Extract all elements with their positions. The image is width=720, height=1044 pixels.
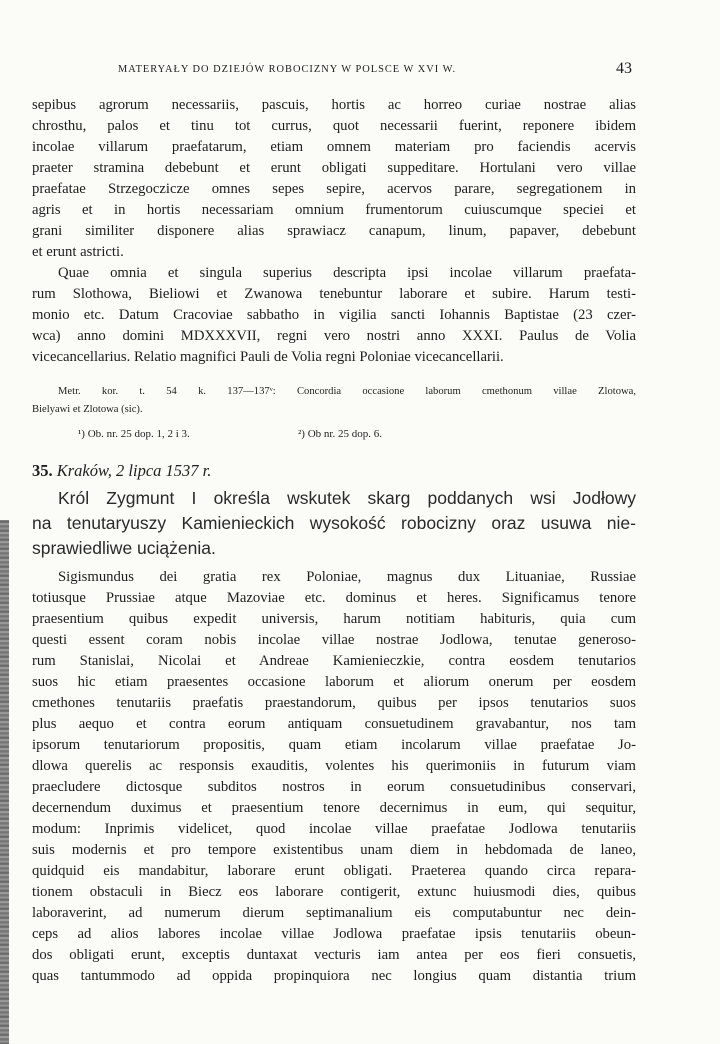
text-line: plus aequo et contra eorum antiquam consuetudinem gravabantur, nos tam (32, 716, 636, 732)
document-number: 35. (32, 461, 53, 480)
document-regest (32, 486, 636, 561)
text-line: dlowa querelis ac responsis exauditis, volentes his querimoniis in futurum viam (32, 758, 636, 774)
text-line: praecludere dictosque subditos nostros in eorum consuetudinibus conservari, (32, 779, 636, 795)
running-title: MATERYAŁY DO DZIEJÓW ROBOCIZNY W POLSCE W XVI W. (118, 64, 457, 75)
text-line: tionem obstaculi in Biecz eos laborare contigerit, extunc huiusmodi dies, quibus (32, 884, 636, 900)
footnote-2: ²) Ob nr. 25 dop. 6. (298, 428, 382, 440)
text-line: ipsorum tenutariorum propositis, quam etiam incolarum villae praefatae Jo- (32, 737, 636, 753)
paragraph-closing (32, 263, 636, 368)
footnote-1: ¹) Ob. nr. 25 dop. 1, 2 i 3. (78, 428, 190, 440)
running-head (32, 62, 636, 82)
regest-line: Król Zygmunt I określa wskutek skarg poddanych wsi Jodłowy (58, 488, 636, 508)
text-line: suis modernis et pro tempore existentibus unam diem in hebdomada de laneo, (32, 842, 636, 858)
text-line: incolae villarum praefatarum, etiam omnem materiam pro faciendis acervis (32, 139, 636, 155)
text-line: rum Stanislai, Nicolai et Andreae Kamienieczkie, contra eosdem tenutarios (32, 653, 636, 669)
text-line: ceps ad alios labores incolae villae Jodlowa praefatae ipsis tenutariis obeun- (32, 926, 636, 942)
text-line: quidquid eis mandabitur, laborare erunt obligati. Praeterea quando circa repara- (32, 863, 636, 879)
text-line: totiusque Prussiae atque Mazoviae etc. dominus et heres. Significamus tenore (32, 590, 636, 606)
text-line: praefatae Strzegoczicze omnes sepes sepire, acervos parare, segregationem in (32, 181, 636, 197)
text-line: wca) anno domini MDXXXVII, regni vero nostri anno XXXI. Paulus de Volia (32, 328, 636, 344)
text-line: agris et in hortis necessariam omnium frumentorum cuiuscumque speciei et (32, 202, 636, 218)
text-line: chrosthu, palos et tinu tot currus, quot necessarii fuerint, reponere ibidem (32, 118, 636, 134)
text-line: Sigismundus dei gratia rex Poloniae, magnus dux Lituaniae, Russiae (58, 569, 636, 585)
text-line: rum Slothowa, Bieliowi et Zwanowa tenebuntur laborare et subire. Harum testi- (32, 286, 636, 302)
page-number: 43 (616, 60, 632, 77)
text-line: praeter stramina debebunt et erunt obligati suppeditare. Hortulani vero villae (32, 160, 636, 176)
text-line: laboraverint, ad numerum dierum septimanalium eis computabuntur nec dein- (32, 905, 636, 921)
text-line: monio etc. Datum Cracoviae sabbatho in vigilia sancti Iohannis Baptistae (23 czer- (32, 307, 636, 323)
scan-edge-artifact (0, 520, 9, 1044)
source-note (32, 383, 636, 419)
text-line: vicecancellarius. Relatio magnifici Pauli de Volia regni Poloniae vicecancellarii. (32, 349, 504, 365)
text-line: et erunt astricti. (32, 244, 124, 260)
text-line: quas tantummodo ad oppida propinquiora nec longius quam distantia trium (32, 968, 636, 984)
regest-line: na tenutaryuszy Kamienieckich wysokość robocizny oraz usuwa nie- (32, 513, 636, 533)
regest-line: sprawiedliwe uciążenia. (32, 538, 216, 558)
document-heading (32, 461, 211, 481)
text-line: sepibus agrorum necessariis, pascuis, hortis ac horreo curiae nostrae alias (32, 97, 636, 113)
note-line: Bielyawi et Zlotowa (sic). (32, 404, 143, 415)
text-line: grani similiter disponere alias sprawiacz canapum, linum, papaver, debebunt (32, 223, 636, 239)
note-line: Metr. kor. t. 54 k. 137—137ᵛ: Concordia occasione laborum cmethonum villae Zlotowa, (58, 386, 636, 397)
text-line: dos obligati erunt, exceptis duntaxat vecturis iam antea per eos fieri consuetis, (32, 947, 636, 963)
document-place-date: Kraków, 2 lipca 1537 r. (56, 461, 212, 480)
paragraph-continuation (32, 95, 636, 263)
text-line: questi essent coram nobis incolae villae nostrae Jodlowa, tenutae generoso- (32, 632, 636, 648)
text-line: cmethones tenutariis praefatis praestandorum, quibus per ipsos tenutarios suos (32, 695, 636, 711)
text-line: Quae omnia et singula superius descripta ipsi incolae villarum praefata- (58, 265, 636, 281)
text-line: decernendum duximus et praesentium tenore decernimus in eum, qui sequitur, (32, 800, 636, 816)
text-line: modum: Inprimis videlicet, quod incolae villae praefatae Jodlowa tenutariis (32, 821, 636, 837)
document-text (32, 567, 636, 987)
text-line: suos hic etiam praesentes occasione laborum et aliorum onerum per eosdem (32, 674, 636, 690)
text-line: praesentium quibus expedit universis, harum notitiam habituris, quia cum (32, 611, 636, 627)
